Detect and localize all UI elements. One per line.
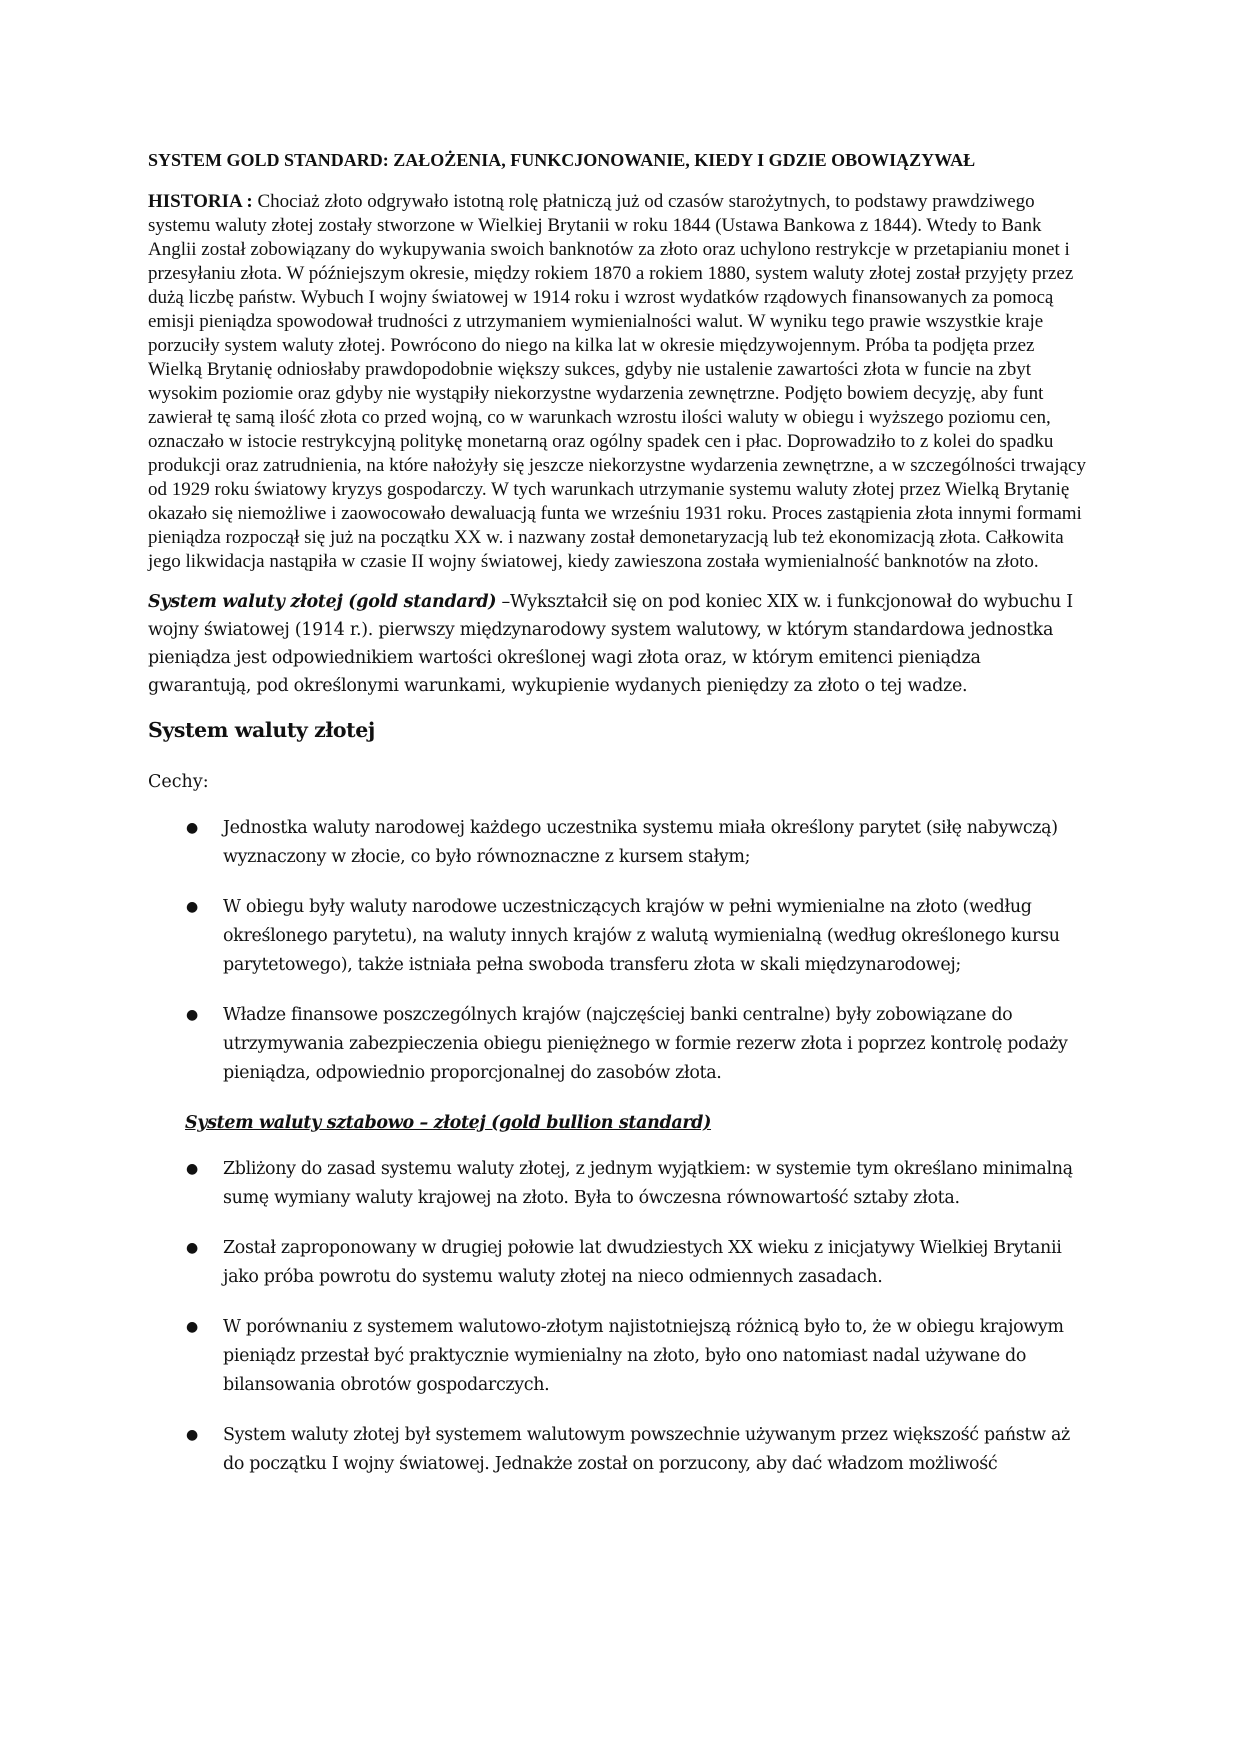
list-item-text: W obiegu były waluty narodowe uczestniczących krajów w pełni wymienialne na złoto (według określonego parytetu), na waluty innych krajów z walutą wymienialną (według określonego kursu parytetowego), także istniała pełna swoboda transferu złota w skali międzynarodowej; bbox=[223, 897, 1060, 975]
list-item bbox=[148, 1313, 1088, 1400]
bullion-heading: System waluty sztabowo – złotej (gold bullion standard) bbox=[185, 1113, 712, 1133]
features-label: Cechy: bbox=[148, 772, 209, 792]
bullet-icon: ● bbox=[186, 1319, 198, 1335]
history-lead: HISTORIA : bbox=[148, 191, 253, 212]
list-item-text: Władze finansowe poszczególnych krajów (najczęściej banki centralne) były zobowiązane do utrzymywania zabezpieczenia obiegu pieniężnego w formie rezerw złota i poprzez kontrolę podaży pieniądza, odpowiednio proporcjonalnej do zasobów złota. bbox=[223, 1005, 1068, 1083]
bullet-icon: ● bbox=[186, 1007, 198, 1023]
bullion-list bbox=[148, 1155, 1088, 1479]
bullet-icon: ● bbox=[186, 820, 198, 836]
definition-paragraph bbox=[148, 588, 1088, 700]
bullet-icon: ● bbox=[186, 1427, 198, 1443]
document-title: SYSTEM GOLD STANDARD: ZAŁOŻENIA, FUNKCJONOWANIE, KIEDY I GDZIE OBOWIĄZYWAŁ bbox=[148, 150, 976, 170]
definition-text: –Wykształcił się on pod koniec XIX w. i funkcjonował do wybuchu I wojny światowej (1914 r.). pierwszy międzynarodowy system walutowy, w którym standardowa jednostka pieniądza jest odpowiednikiem wartości określonej wagi złota oraz, w którym emitenci pieniądza gwarantują, pod określonymi warunkami, wykupienie wydanych pieniędzy za złoto o tej wadze. bbox=[148, 592, 1073, 696]
history-paragraph bbox=[148, 190, 1088, 574]
bullet-icon: ● bbox=[186, 1161, 198, 1177]
section-heading: System waluty złotej bbox=[148, 718, 375, 742]
bullet-icon: ● bbox=[186, 899, 198, 915]
definition-lead: System waluty złotej (gold standard) bbox=[148, 592, 497, 612]
features-list bbox=[148, 814, 1088, 1088]
list-item bbox=[148, 893, 1088, 980]
history-text: Chociaż złoto odgrywało istotną rolę płatniczą już od czasów starożytnych, to podstawy prawdziwego systemu waluty złotej zostały stworzone w Wielkiej Brytanii w roku 1844 (Ustawa Bankowa z 1844). Wtedy to Bank Anglii został zobowiązany do wykupywania swoich banknotów za złoto oraz uchylono restrykcje w przetapianiu monet i przesyłaniu złota. W późniejszym okresie, między rokiem 1870 a rokiem 1880, system waluty złotej został przyjęty przez dużą liczbę państw. Wybuch I wojny światowej w 1914 roku i wzrost wydatków rządowych finansowanych za pomocą emisji pieniądza spowodował trudności z utrzymaniem wymienialności walut. W wyniku tego prawie wszystkie kraje porzuciły system waluty złotej. Powrócono do niego na kilka lat w okresie międzywojennym. Próba ta podjęta przez Wielką Brytanię odniosłaby prawdopodobnie większy sukces, gdyby nie ustalenie zawartości złota w funcie na zbyt wysokim poziomie oraz gdyby nie wystąpiły niekorzystne wydarzenia zewnętrzne. Podjęto bowiem decyzję, aby funt zawierał tę samą ilość złota co przed wojną, co w warunkach wzrostu ilości waluty w obiegu i wyższego poziomu cen, oznaczało w istocie restrykcyjną politykę monetarną oraz ogólny spadek cen i płac. Doprowadziło to z kolei do spadku produkcji oraz zatrudnienia, na które nałożyły się jeszcze niekorzystne wydarzenia zewnętrzne, a w szczególności trwający od 1929 roku światowy kryzys gospodarczy. W tych warunkach utrzymanie systemu waluty złotej przez Wielką Brytanię okazało się niemożliwe i zaowocowało dewaluacją funta we wrześniu 1931 roku. Proces zastąpienia złota innymi formami pieniądza rozpoczął się już na początku XX w. i nazwany został demonetaryzacją lub też ekonomizacją złota. Całkowita jego likwidacja nastąpiła w czasie II wojny światowej, kiedy zawieszona została wymienialność banknotów na złoto. bbox=[148, 191, 1086, 572]
list-item bbox=[148, 814, 1088, 872]
list-item bbox=[148, 1234, 1088, 1292]
list-item-text: System waluty złotej był systemem walutowym powszechnie używanym przez większość państw aż do początku I wojny światowej. Jednakże został on porzucony, aby dać władzom możliwość bbox=[223, 1425, 1070, 1474]
list-item-text: Został zaproponowany w drugiej połowie lat dwudziestych XX wieku z inicjatywy Wielkiej Brytanii jako próba powrotu do systemu waluty złotej na nieco odmiennych zasadach. bbox=[223, 1238, 1062, 1287]
list-item bbox=[148, 1001, 1088, 1088]
list-item bbox=[148, 1421, 1088, 1479]
list-item-text: Jednostka waluty narodowej każdego uczestnika systemu miała określony parytet (siłę nabywczą) wyznaczony w złocie, co było równoznaczne z kursem stałym; bbox=[223, 818, 1058, 867]
list-item-text: W porównaniu z systemem walutowo-złotym najistotniejszą różnicą było to, że w obiegu krajowym pieniądz przestał być praktycznie wymienialny na złoto, było ono natomiast nadal używane do bilansowania obrotów gospodarczych. bbox=[223, 1317, 1064, 1395]
bullet-icon: ● bbox=[186, 1240, 198, 1256]
list-item bbox=[148, 1155, 1088, 1213]
document-page bbox=[148, 146, 1088, 1500]
list-item-text: Zbliżony do zasad systemu waluty złotej, z jednym wyjątkiem: w systemie tym określano minimalną sumę wymiany waluty krajowej na złoto. Była to ówczesna równowartość sztaby złota. bbox=[223, 1159, 1073, 1208]
